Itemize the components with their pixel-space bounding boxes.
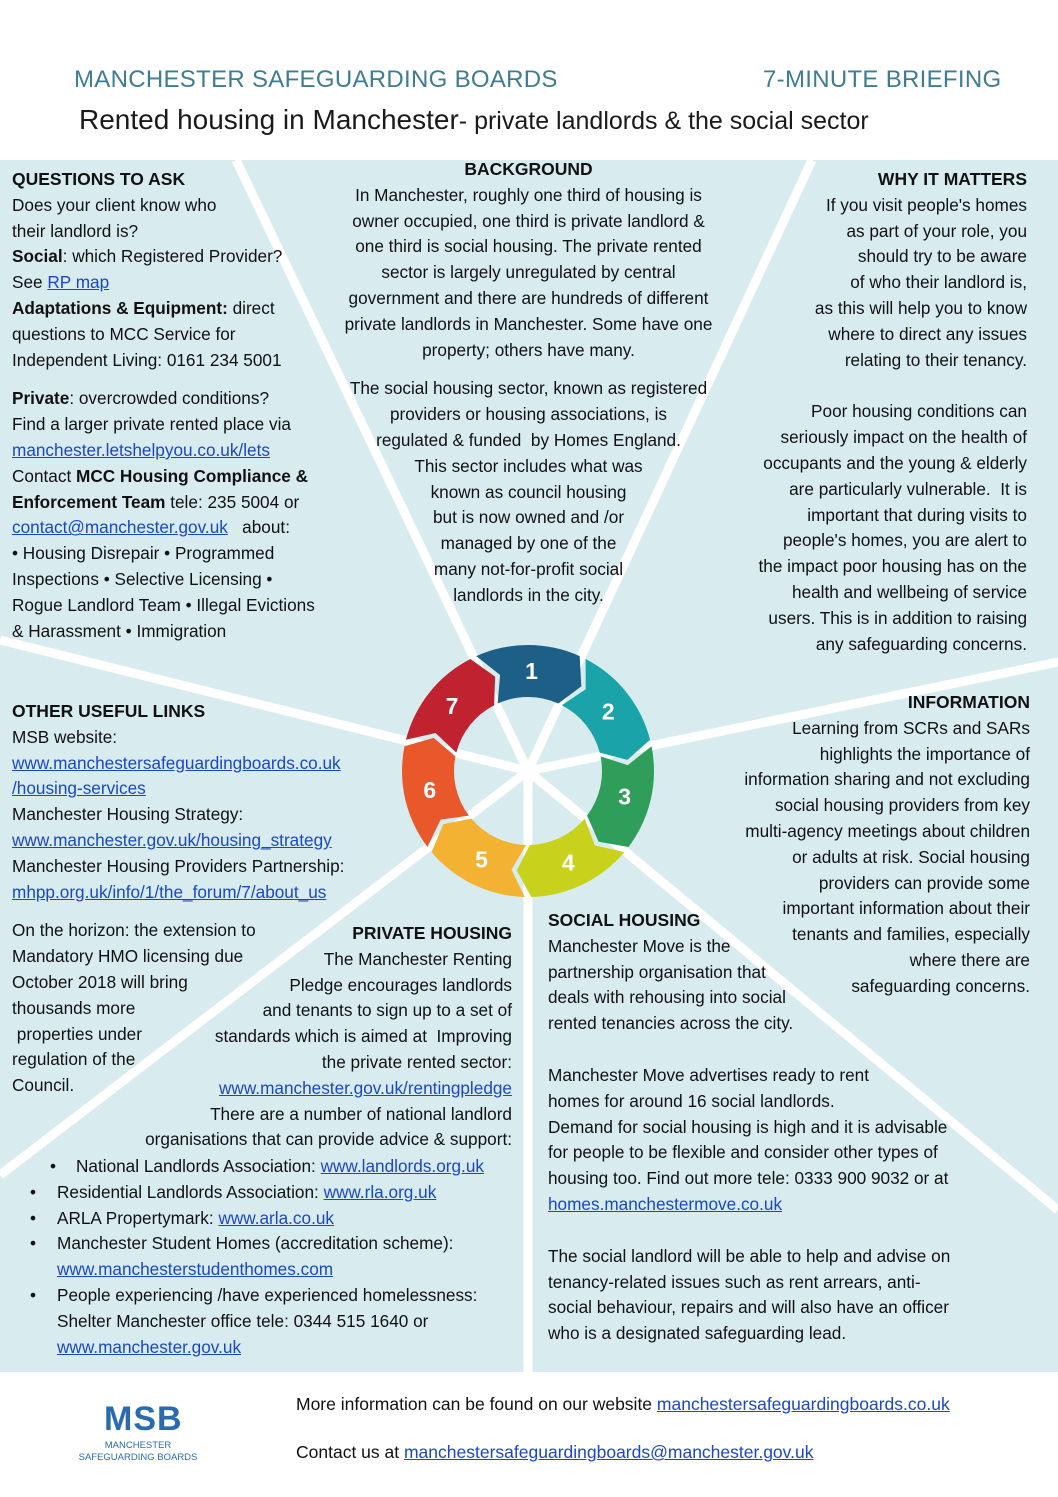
about-text: about: [227, 517, 290, 538]
issue-list-line: Inspections • Selective Licensing • [12, 568, 273, 589]
text-line: providers can provide some [818, 872, 1030, 893]
text-line: the private rented sector: [321, 1051, 512, 1072]
questions-heading: QUESTIONS TO ASK [12, 169, 186, 189]
why-heading: WHY IT MATTERS [877, 169, 1027, 189]
more-info-line [296, 1394, 950, 1415]
strategy-label: Manchester Housing Strategy: [12, 804, 244, 825]
adaptations-line: questions to MCC Service for [12, 323, 236, 344]
msb-label: MSB website: [12, 726, 118, 747]
text-line: are particularly vulnerable. It is [789, 478, 1027, 499]
text-line: one third is social housing. The private rented [355, 236, 702, 257]
rla-label: Residential Landlords Association: [57, 1181, 324, 1202]
text-line: but is now owned and /or [432, 507, 625, 528]
background-para-2 [326, 376, 731, 608]
social-para-3 [548, 1244, 1048, 1347]
information-heading: INFORMATION [907, 692, 1030, 712]
wheel-label-6: 6 [423, 776, 437, 803]
rla-link[interactable]: www.rla.org.uk [323, 1181, 437, 1202]
social-section [548, 908, 1048, 1347]
social-heading: SOCIAL HOUSING [548, 910, 701, 930]
text-line: thousands more [12, 997, 136, 1018]
why-para-1 [700, 193, 1027, 374]
org-name: MANCHESTER SAFEGUARDING BOARDS [74, 66, 558, 93]
text-line: organisations that can provide advice & support: [145, 1129, 512, 1150]
background-heading: BACKGROUND [464, 159, 593, 179]
list-item [12, 1154, 512, 1180]
nla-label: National Landlords Association: [76, 1156, 321, 1176]
rp-map-link[interactable]: RP map [47, 272, 110, 293]
list-item [12, 1180, 512, 1206]
email-line [12, 515, 352, 541]
text-line: properties under [12, 1023, 142, 1044]
rp-map-line [12, 270, 352, 296]
text-line: The Manchester Renting [323, 948, 512, 969]
text-line: partnership organisation that [548, 961, 766, 982]
text-line: or adults at risk. Social housing [792, 846, 1030, 867]
text-line: and tenants to sign up to a set of [262, 1000, 512, 1021]
mhpp-label: Manchester Housing Providers Partnership: [12, 855, 345, 876]
lets-link[interactable]: manchester.letshelpyou.co.uk/lets [12, 439, 270, 460]
msb-logo: MSB [104, 1400, 183, 1438]
questions-line: Does your client know who [12, 194, 217, 215]
text-line: known as council housing [430, 481, 627, 502]
text-line: the impact poor housing has on the [758, 556, 1027, 577]
adaptations-text: direct [227, 297, 275, 318]
contact-tele: tele: 235 5004 or [165, 491, 300, 512]
msh-label: Manchester Student Homes (accreditation scheme): [57, 1233, 454, 1254]
text-line: who is a designated safeguarding lead. [548, 1323, 847, 1344]
issue-list-line: & Harassment • Immigration [12, 620, 227, 641]
seven-minute-wheel [397, 640, 659, 902]
adaptations-line [12, 296, 352, 322]
list-item [12, 1231, 512, 1283]
contact-line [296, 1442, 813, 1463]
find-line: Find a larger private rented place via [12, 414, 291, 435]
contact-text: Contact us at [296, 1442, 404, 1462]
text-line: property; others have many. [422, 339, 635, 360]
text-line: There are a number of national landlord [210, 1103, 512, 1124]
private-label: Private [12, 388, 70, 409]
text-line: Manchester Move is the [548, 935, 731, 956]
shelter-label-2: Shelter Manchester office tele: 0344 515 1640 or [57, 1310, 429, 1331]
title-sub: - private landlords & the social sector [458, 107, 869, 135]
text-line: regulation of the [12, 1049, 136, 1070]
text-line: providers or housing associations, is [389, 404, 668, 425]
msb-website-link-cont[interactable]: /housing-services [12, 778, 146, 799]
text-line: If you visit people's homes [825, 194, 1027, 215]
text-line: users. This is in addition to raising [768, 607, 1027, 628]
student-homes-link[interactable]: www.manchesterstudenthomes.com [57, 1259, 334, 1280]
text-line: Learning from SCRs and SARs [792, 717, 1030, 738]
contact-team: Enforcement Team [12, 491, 166, 512]
shelter-label: People experiencing /have experienced homelessness: [57, 1284, 478, 1305]
text-line: This sector includes what was [414, 455, 643, 476]
text-line: Mandatory HMO licensing due [12, 946, 244, 967]
contact-team: MCC Housing Compliance & [76, 465, 309, 486]
contact-line [12, 490, 352, 516]
text-line: private landlords in Manchester. Some have one [344, 313, 713, 334]
briefing-label: 7-MINUTE BRIEFING [763, 66, 1002, 93]
nla-link[interactable]: www.landlords.org.uk [320, 1156, 484, 1176]
wheel-label-1: 1 [525, 658, 538, 685]
text-line: people's homes, you are alert to [782, 530, 1027, 551]
background-section [326, 157, 731, 609]
text-line: managed by one of the [440, 533, 617, 554]
links-heading: OTHER USEFUL LINKS [12, 701, 206, 721]
list-item [12, 1206, 512, 1232]
text-line: sector is largely unregulated by central [381, 262, 676, 283]
text-line: where there are [909, 949, 1030, 970]
footer-email-link[interactable]: manchestersafeguardingboards@manchester.gov.uk [403, 1442, 814, 1462]
social-para-1 [548, 934, 1048, 1037]
text-line: Manchester Move advertises ready to rent [548, 1064, 869, 1085]
msb-website-link[interactable]: www.manchestersafeguardingboards.co.uk [12, 752, 341, 773]
text-line: health and wellbeing of service [791, 581, 1027, 602]
issue-list-line: Rogue Landlord Team • Illegal Evictions [12, 594, 315, 615]
landlord-orgs-list [12, 1154, 512, 1360]
wheel-label-7: 7 [445, 692, 459, 719]
questions-section [12, 167, 352, 649]
text-line: On the horizon: the extension to [12, 920, 256, 941]
text-line: owner occupied, one third is private landlord & [352, 210, 705, 231]
text-line: social behaviour, repairs and will also have an officer [548, 1297, 949, 1318]
text-line: rented tenancies across the city. [548, 1013, 794, 1034]
text-line: October 2018 will bring [12, 971, 188, 992]
issue-list-line: • Housing Disrepair • Programmed [12, 543, 275, 564]
list-item [12, 1283, 512, 1360]
page-title [79, 104, 869, 136]
text-line: homes for around 16 social landlords. [548, 1090, 835, 1111]
text-line: safeguarding concerns. [851, 975, 1030, 996]
private-text-2 [60, 1102, 512, 1154]
text-line: relating to their tenancy. [844, 349, 1027, 370]
text-line: of who their landlord is, [850, 272, 1027, 293]
wheel-label-2: 2 [601, 698, 615, 725]
contact-line [12, 464, 352, 490]
text-line: highlights the importance of [819, 743, 1030, 764]
text-line: government and there are hundreds of different [348, 287, 709, 308]
text-line: The social landlord will be able to help and advise on [548, 1245, 951, 1266]
private-text: : overcrowded conditions? [69, 388, 270, 409]
why-section [700, 167, 1027, 657]
text-line: standards which is aimed at Improving [214, 1026, 512, 1047]
social-text: : which Registered Provider? [62, 246, 283, 267]
text-line: tenants and families, especially [792, 924, 1030, 945]
private-heading: PRIVATE HOUSING [352, 923, 512, 943]
text-line: Demand for social housing is high and it is advisable [548, 1116, 948, 1137]
text-line: many not-for-profit social [433, 558, 624, 579]
questions-line: their landlord is? [12, 220, 139, 241]
private-text [60, 947, 512, 1076]
arla-label: ARLA Propertymark: [57, 1207, 219, 1228]
manchester-gov-link[interactable]: www.manchester.gov.uk [57, 1336, 242, 1357]
text-line: Pledge encourages landlords [289, 974, 512, 995]
adaptations-line: Independent Living: 0161 234 5001 [12, 349, 282, 370]
arla-link[interactable]: www.arla.co.uk [218, 1207, 335, 1228]
msb-logo-sub: MANCHESTER SAFEGUARDING BOARDS [78, 1440, 198, 1463]
social-label: Social [12, 246, 63, 267]
mhpp-link[interactable]: mhpp.org.uk/info/1/the_forum/7/about_us [12, 881, 327, 902]
footer-website-link[interactable]: manchestersafeguardingboards.co.uk [656, 1394, 950, 1414]
contact-pre: Contact [12, 465, 77, 486]
text-line: In Manchester, roughly one third of housing is [355, 184, 702, 205]
wheel-label-3: 3 [618, 783, 632, 810]
text-line: occupants and the young & elderly [763, 452, 1027, 473]
text-line: important information about their [782, 898, 1030, 919]
title-main: Rented housing in Manchester [79, 104, 459, 135]
why-para-2 [700, 399, 1027, 657]
text-line: multi-agency meetings about children [745, 820, 1030, 841]
text-line: any safeguarding concerns. [815, 633, 1027, 654]
social-question [12, 244, 352, 270]
wheel-label-5: 5 [475, 846, 488, 873]
text-line: should try to be aware [857, 246, 1027, 267]
adaptations-label: Adaptations & Equipment: [12, 297, 228, 318]
text-line: tenancy-related issues such as rent arrears, anti- [548, 1271, 921, 1292]
text-line: landlords in the city. [453, 584, 604, 605]
text-line: important that during visits to [807, 504, 1027, 525]
wheel-label-4: 4 [561, 849, 575, 876]
text-line: where to direct any issues [828, 323, 1027, 344]
background-para-1 [326, 183, 731, 364]
see-text: See [12, 272, 48, 293]
text-line: regulated & funded by Homes England. [376, 429, 681, 450]
text-line: deals with rehousing into social [548, 987, 786, 1008]
text-line: housing too. Find out more tele: 0333 900 9032 or at [548, 1168, 949, 1189]
text-line: Poor housing conditions can [811, 401, 1027, 422]
manchester-move-link[interactable]: homes.manchestermove.co.uk [548, 1193, 783, 1214]
renting-pledge-link[interactable]: www.manchester.gov.uk/rentingpledge [219, 1077, 512, 1098]
more-info-text: More information can be found on our website [296, 1394, 657, 1414]
text-line: for people to be flexible and consider other types of [548, 1142, 938, 1163]
text-line: Council. [12, 1075, 75, 1096]
text-line: as this will help you to know [814, 297, 1027, 318]
contact-email-link[interactable]: contact@manchester.gov.uk [12, 517, 228, 538]
text-line: seriously impact on the health of [780, 427, 1027, 448]
private-question [12, 386, 352, 412]
housing-strategy-link[interactable]: www.manchester.gov.uk/housing_strategy [12, 829, 332, 850]
social-para-2 [548, 1063, 1048, 1192]
text-line: information sharing and not excluding [744, 769, 1030, 790]
text-line: social housing providers from key [774, 795, 1030, 816]
text-line: as part of your role, you [846, 220, 1027, 241]
private-section [60, 921, 512, 1153]
text-line: The social housing sector, known as registered [349, 378, 708, 399]
